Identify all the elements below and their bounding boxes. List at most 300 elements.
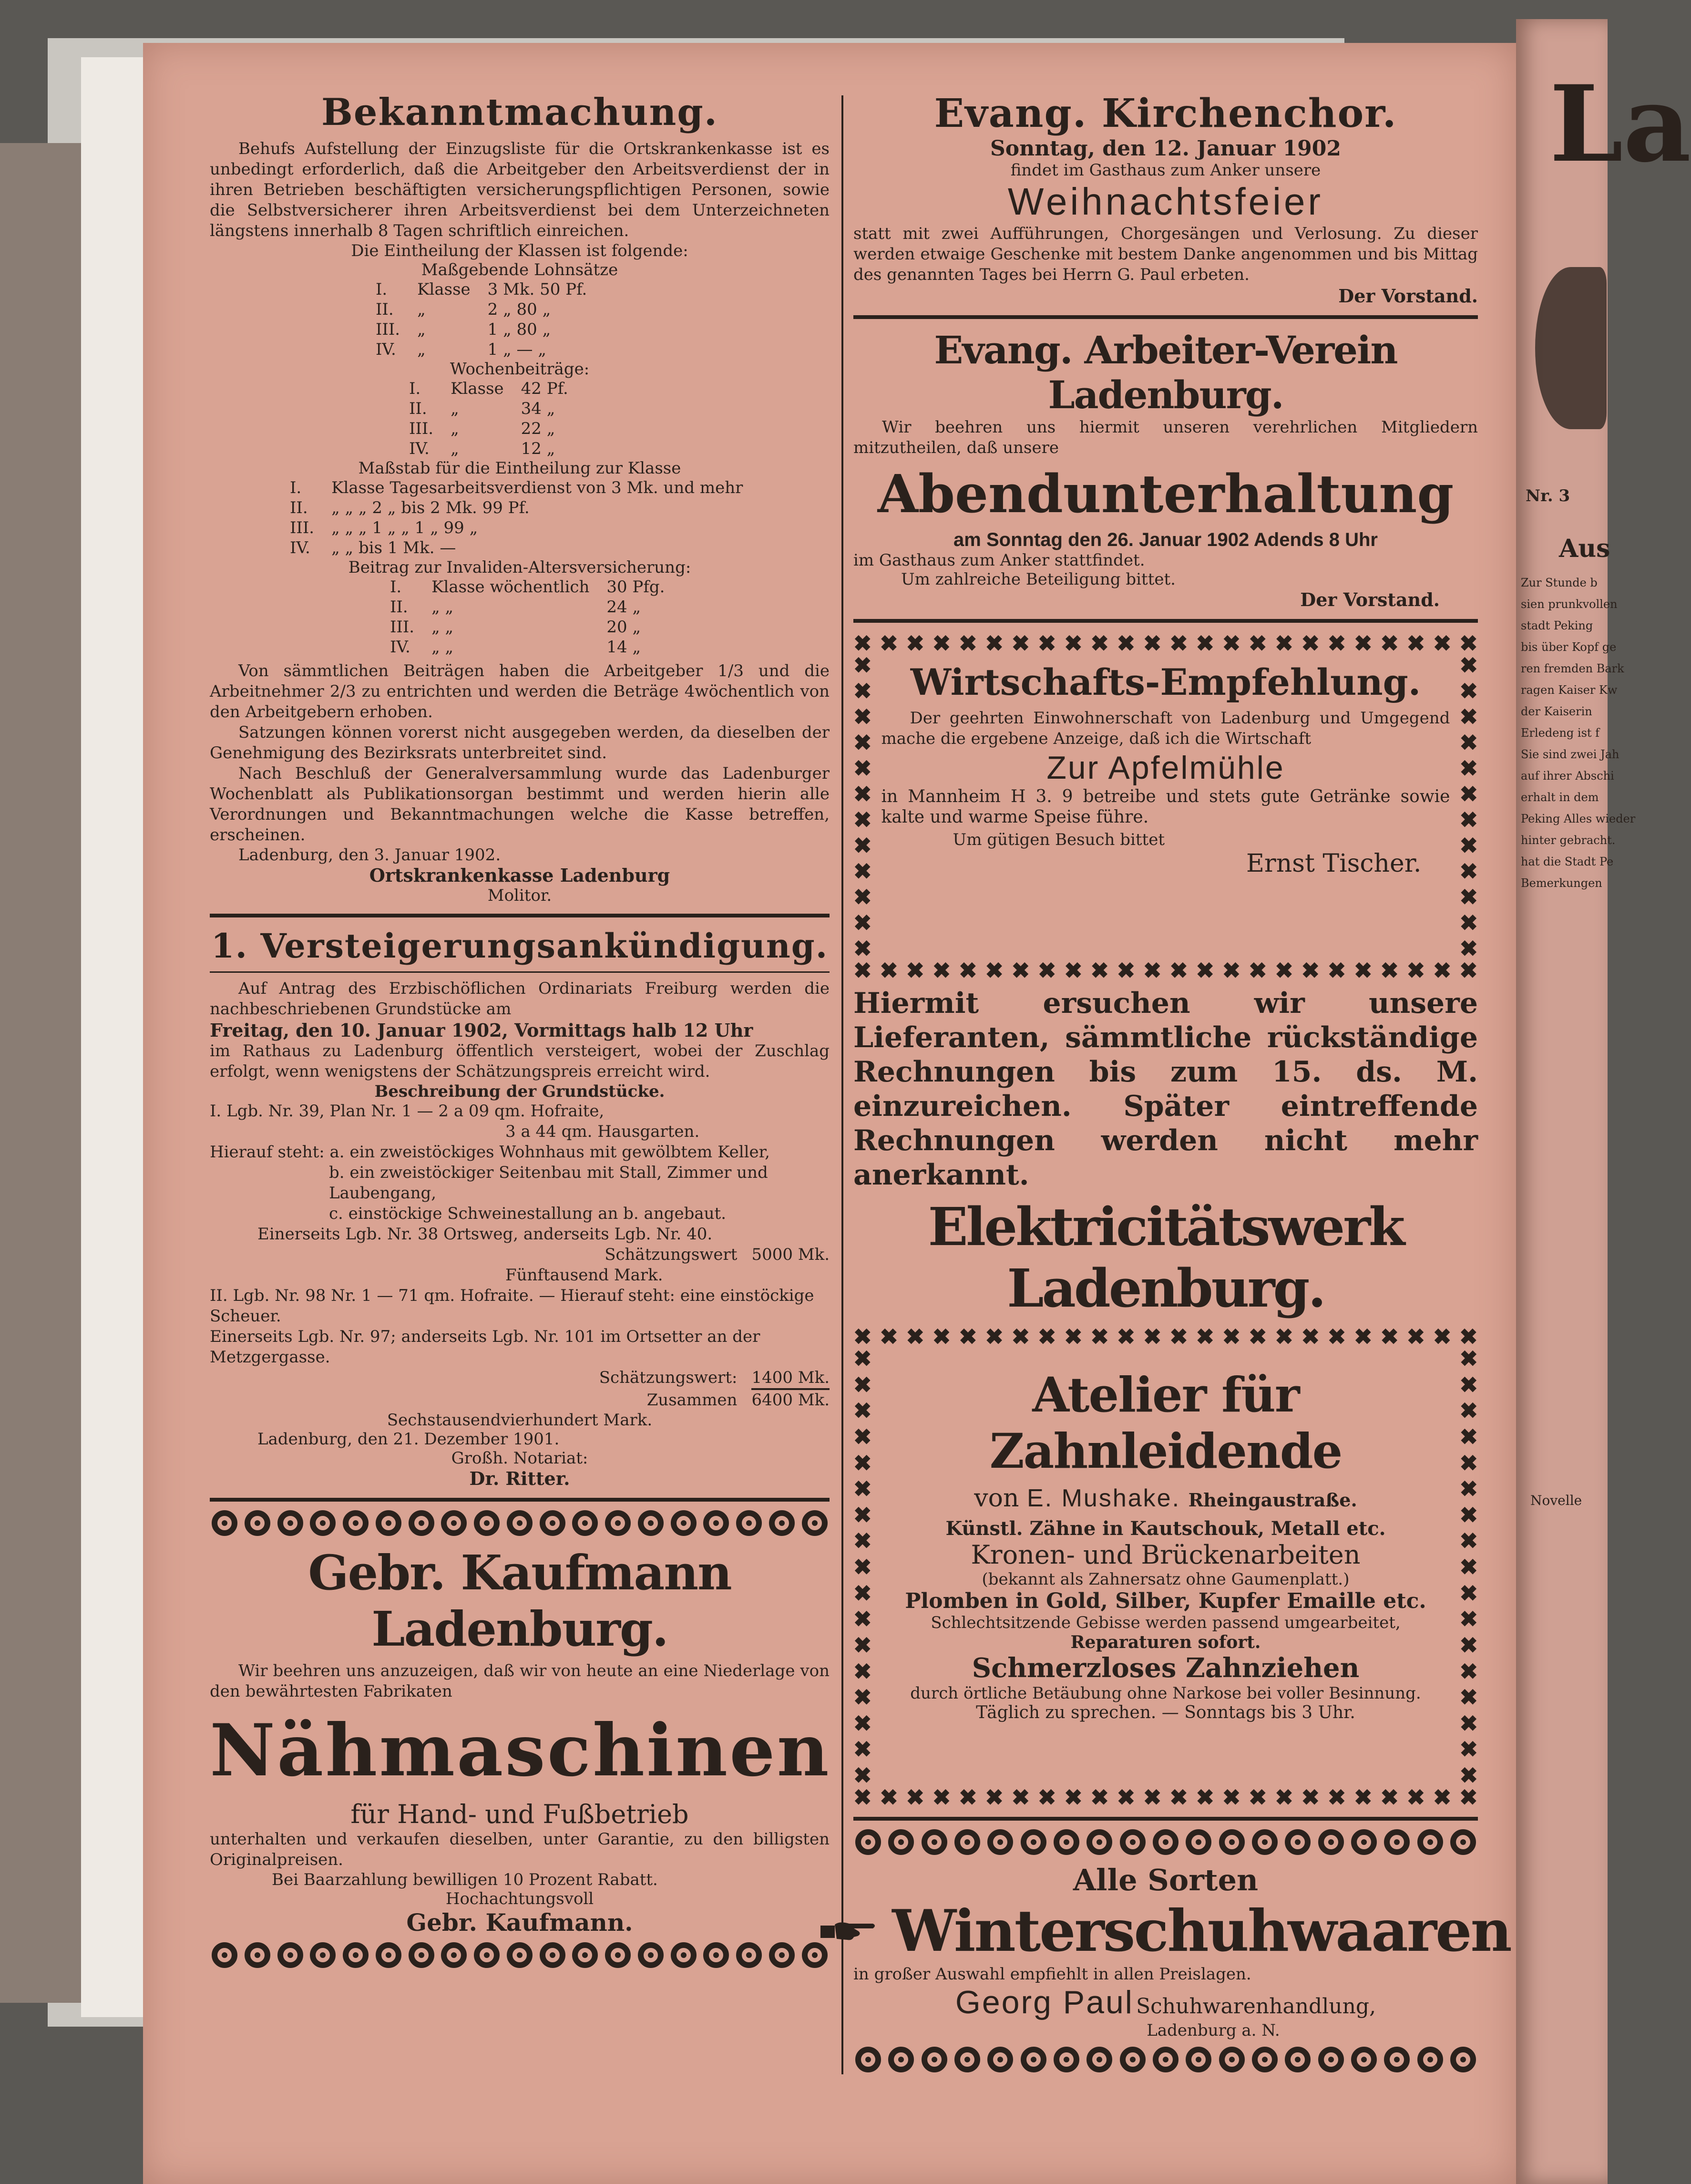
ring-ornament	[1120, 1829, 1146, 1855]
cross-ornament: ✖	[1117, 958, 1136, 983]
cross-ornament: ✖	[1011, 958, 1030, 983]
cross-ornament: ✖	[906, 958, 925, 983]
wochen-row	[400, 419, 577, 439]
zahn-line8: durch örtliche Betäubung ohne Narkose bei voller Besinnung.	[910, 1684, 1421, 1703]
cross-ornament: ✖	[1327, 1784, 1346, 1810]
kaufmann-signer: Gebr. Kaufmann.	[406, 1908, 633, 1937]
left-column	[210, 91, 830, 1968]
cross-ornament: ✖	[1090, 1784, 1109, 1810]
zusammen-words: Sechstausendvierhundert Mark.	[387, 1411, 653, 1430]
kaufmann-rabatt: Bei Baarzahlung bewilligen 10 Prozent Rabatt.	[272, 1870, 658, 1889]
zahn-line4: Plomben in Gold, Silber, Kupfer Emaille etc.	[905, 1589, 1426, 1613]
ring-ornament	[671, 1510, 697, 1536]
ring-ornament	[736, 1510, 762, 1536]
cross-ornament: ✖	[1406, 958, 1425, 983]
cross-ornament: ✖	[1327, 1324, 1346, 1350]
ring-ornament	[638, 1942, 664, 1968]
ring-ornament	[605, 1942, 631, 1968]
cross-ornament: ✖	[1064, 1324, 1083, 1350]
cross-ornament: ✖	[1459, 1398, 1478, 1424]
cross-ornament: ✖	[1459, 652, 1478, 678]
zahn-line7: Schmerzloses Zahnziehen	[972, 1652, 1360, 1684]
cross-ornament: ✖	[853, 652, 872, 678]
cross-ornament: ✖	[985, 1784, 1004, 1810]
ring-ornament	[1219, 1829, 1245, 1855]
cross-ornament: ✖	[1275, 958, 1293, 983]
cross-ornament: ✖	[932, 630, 951, 656]
cross-ornament: ✖	[1248, 958, 1267, 983]
cross-ornament: ✖	[880, 958, 898, 983]
zahn-line9: Täglich zu sprechen. — Sonntags bis 3 Uhr.	[976, 1703, 1355, 1722]
cross-ornament: ✖	[906, 1784, 925, 1810]
cross-ornament: ✖	[853, 1784, 872, 1810]
schuh-title-row	[853, 1897, 1511, 1965]
divider	[210, 1498, 830, 1502]
versteigerung-intro: Auf Antrag des Erzbischöflichen Ordinariats Freiburg werden die nachbeschriebenen Grundstücke am	[210, 979, 830, 1019]
cross-ornament: ✖	[1459, 807, 1478, 833]
ring-ornament	[1252, 1829, 1278, 1855]
cross-ornament: ✖	[1064, 630, 1083, 656]
item1: I. Lgb. Nr. 39, Plan Nr. 1 — 2 a 09 qm. Hofraite,	[210, 1102, 605, 1121]
massstab-row	[281, 538, 751, 558]
wochen-cell: 42 Pf.	[521, 379, 568, 398]
ring-ornament	[1252, 2047, 1278, 2072]
wochen-row	[400, 399, 577, 419]
item1b: 3 a 44 qm. Hausgarten.	[505, 1122, 700, 1141]
ring-ornament	[954, 2047, 980, 2072]
massstab-cell: Klasse Tagesarbeitsverdienst von 3 Mk. und mehr	[331, 478, 743, 497]
pointing-hand-icon	[820, 1917, 878, 1946]
arbeiterverein-event: Abendunterhaltung	[877, 463, 1454, 525]
arbeiterverein-title: Evang. Arbeiter-Verein Ladenburg.	[934, 328, 1397, 417]
wirtschaft-request: Um gütigen Besuch bittet	[953, 830, 1165, 849]
ring-ornament	[1153, 1829, 1179, 1855]
massstab-row	[281, 478, 751, 498]
invaliden-cell: „ „	[431, 638, 454, 657]
next-page-line: Bemerkungen	[1521, 876, 1602, 890]
ring-ornament	[769, 1510, 795, 1536]
ring-ornament	[1417, 2047, 1443, 2072]
invaliden-cell: „ „	[431, 618, 454, 637]
cross-ornament: ✖	[1406, 1324, 1425, 1350]
novelle-label: Novelle	[1530, 1493, 1582, 1508]
lohnsaetze-row	[367, 279, 595, 299]
ring-ornament	[1351, 1829, 1377, 1855]
bekanntmachung-para2: Satzungen können vorerst nicht ausgegeben werden, da dieselben der Genehmigung des Bezirksrats unterbreitet sind.	[210, 723, 830, 762]
ring-ornament	[277, 1942, 303, 1968]
beschreibung-header: Beschreibung der Grundstücke.	[374, 1082, 665, 1101]
cross-ornament: ✖	[1275, 630, 1293, 656]
next-page-line: ren fremden Bark	[1521, 662, 1624, 675]
ring-ornament	[888, 2047, 914, 2072]
massstab-row	[281, 498, 751, 518]
ring-ornament	[572, 1510, 598, 1536]
bekanntmachung-signer2: Molitor.	[487, 886, 552, 905]
invaliden-row	[381, 617, 673, 637]
cross-ornament: ✖	[1222, 1324, 1241, 1350]
ring-ornament	[1021, 2047, 1046, 2072]
zahn-line5: Schlechtsitzende Gebisse werden passend umgearbeitet,	[931, 1613, 1401, 1632]
cross-ornament: ✖	[1459, 730, 1478, 755]
wirtschaft-signer: Ernst Tischer.	[1246, 849, 1422, 878]
elektricitaet-notice: Hiermit ersuchen wir unsere Lieferanten, sämmtliche rückständige Rechnungen bis zum 15. ds. M. einzureichen. Später eintreffende Rechnungen werden nicht mehr anerkannt.	[853, 987, 1478, 1192]
cross-ornament: ✖	[1196, 1324, 1214, 1350]
cross-ornament: ✖	[1459, 1371, 1478, 1398]
zahn-by-street: Rheingaustraße.	[1188, 1489, 1357, 1511]
wochen-cell: III.	[409, 419, 434, 438]
ring-ornament	[1285, 2047, 1311, 2072]
ring-ornament	[954, 1829, 980, 1855]
ring-ornament	[409, 1942, 434, 1968]
ring-ornament	[1054, 2047, 1079, 2072]
arbeiterverein-place: im Gasthaus zum Anker stattfindet.	[853, 551, 1145, 570]
lohnsaetze-cell: II.	[376, 300, 394, 319]
ring-ornament	[802, 1942, 828, 1968]
ring-ornament	[310, 1942, 336, 1968]
lohnsaetze-row	[367, 319, 595, 340]
lohnsaetze-header: Maßgebende Lohnsätze	[421, 260, 618, 279]
wochen-cell: I.	[409, 379, 421, 398]
cross-ornament: ✖	[1169, 1324, 1188, 1350]
ring-ornament	[1153, 2047, 1179, 2072]
cross-ornament: ✖	[1011, 1784, 1030, 1810]
cross-ornament: ✖	[1459, 1580, 1478, 1606]
cross-ornament: ✖	[1301, 958, 1320, 983]
cross-ornament: ✖	[1037, 1324, 1056, 1350]
ring-ornament	[671, 1942, 697, 1968]
ring-ornament	[922, 1829, 947, 1855]
ring-ornament	[1120, 2047, 1146, 2072]
cross-ornament: ✖	[1459, 1658, 1478, 1684]
ring-border-top	[210, 1510, 830, 1536]
cross-ornament: ✖	[1222, 1784, 1241, 1810]
cross-ornament: ✖	[853, 1710, 872, 1736]
wirtschaft-intro: Der geehrten Einwohnerschaft von Ladenburg und Umgegend mache die ergebene Anzeige, daß ich die Wirtschaft	[881, 709, 1450, 748]
wochen-table	[400, 379, 577, 459]
massstab-cell: „ „ bis 1 Mk. —	[331, 538, 456, 557]
cross-ornament: ✖	[1301, 1784, 1320, 1810]
kirchenchor-line1: findet im Gasthaus zum Anker unsere	[1010, 161, 1321, 180]
invaliden-cell: III.	[390, 618, 415, 637]
cross-ornament: ✖	[1275, 1784, 1293, 1810]
cross-ornament: ✖	[1327, 958, 1346, 983]
massstab-cell: I.	[290, 478, 302, 497]
cross-ornament: ✖	[1090, 1324, 1109, 1350]
wochen-cell: II.	[409, 399, 427, 418]
cross-ornament: ✖	[1169, 630, 1188, 656]
cross-ornament: ✖	[853, 884, 872, 910]
cross-ornament: ✖	[853, 678, 872, 704]
divider	[853, 1817, 1478, 1821]
next-page-line: Peking Alles wieder	[1521, 812, 1636, 825]
wochen-cell: Klasse	[451, 379, 504, 398]
cross-ornament: ✖	[1301, 1324, 1320, 1350]
massstab-row	[281, 518, 751, 538]
next-page-line: stadt Peking	[1521, 619, 1593, 632]
hierauf-a: Hierauf steht: a. ein zweistöckiges Wohnhaus mit gewölbtem Keller,	[210, 1143, 770, 1162]
cross-ornament: ✖	[1037, 1784, 1056, 1810]
cross-ornament: ✖	[853, 1346, 872, 1371]
ring-ornament	[1384, 1829, 1410, 1855]
cross-ornament: ✖	[1459, 1502, 1478, 1528]
divider	[853, 619, 1478, 623]
versteigerung-date: Freitag, den 10. Januar 1902, Vormittags halb 12 Uhr	[210, 1020, 753, 1041]
next-page-line: auf ihrer Abschi	[1521, 769, 1614, 783]
cross-ornament: ✖	[853, 755, 872, 781]
ring-ornament	[376, 1510, 401, 1536]
cross-border-left	[853, 1348, 872, 1786]
cross-ornament: ✖	[1459, 833, 1478, 858]
cross-ornament: ✖	[1275, 1324, 1293, 1350]
ring-ornament	[343, 1510, 369, 1536]
cross-ornament: ✖	[1459, 755, 1478, 781]
issue-number: Nr. 3	[1526, 486, 1570, 505]
einerseits2: Einerseits Lgb. Nr. 97; anderseits Lgb. Nr. 101 im Ortsetter an der Metzgergasse.	[210, 1327, 760, 1367]
cross-ornament: ✖	[1433, 630, 1452, 656]
schaetz1-value: 5000 Mk.	[751, 1245, 830, 1264]
cross-ornament: ✖	[1143, 1324, 1162, 1350]
cross-ornament: ✖	[1037, 630, 1056, 656]
lohnsaetze-row	[367, 299, 595, 319]
ring-ornament	[888, 1829, 914, 1855]
zahn-by	[881, 1484, 1450, 1513]
bekanntmachung-para3: Nach Beschluß der Generalversammlung wurde das Ladenburger Wochenblatt als Publikationsorgan bestimmt und werden hierin alle Verordnungen und Bekanntmachungen welche die Kasse betreffen, erscheinen.	[210, 764, 830, 845]
schuh-name-row	[853, 1984, 1478, 2021]
invaliden-cell: Klasse wöchentlich	[431, 577, 590, 597]
ring-ornament	[703, 1510, 729, 1536]
item2: II. Lgb. Nr. 98 Nr. 1 — 71 qm. Hofraite. — Hierauf steht: eine einstöckige Scheuer.	[210, 1286, 814, 1326]
cross-ornament: ✖	[1459, 936, 1478, 961]
cross-ornament: ✖	[1117, 630, 1136, 656]
invaliden-table	[381, 577, 673, 657]
cross-ornament: ✖	[853, 1606, 872, 1632]
cross-ornament: ✖	[1433, 958, 1452, 983]
cross-ornament: ✖	[1143, 958, 1162, 983]
kirchenchor-signer: Der Vorstand.	[1338, 285, 1478, 307]
cross-ornament: ✖	[985, 630, 1004, 656]
lohnsaetze-cell: IV.	[376, 340, 396, 359]
zahn-line6: Reparaturen sofort.	[1070, 1632, 1261, 1652]
cross-ornament: ✖	[1459, 1606, 1478, 1632]
cross-ornament: ✖	[853, 781, 872, 807]
cross-ornament: ✖	[880, 1784, 898, 1810]
cross-ornament: ✖	[880, 1324, 898, 1350]
cross-ornament: ✖	[1459, 1450, 1478, 1476]
wirtschaft-ad	[853, 632, 1478, 981]
wochen-row	[400, 439, 577, 459]
ring-ornament	[802, 1510, 828, 1536]
ring-ornament	[507, 1510, 533, 1536]
cross-ornament: ✖	[1037, 958, 1056, 983]
wochen-cell: 34 „	[521, 399, 555, 418]
wirtschaft-name: Zur Apfelmühle	[1046, 750, 1285, 786]
cross-ornament: ✖	[1117, 1784, 1136, 1810]
lohnsaetze-cell: 1 „ — „	[487, 340, 546, 359]
cross-ornament: ✖	[1380, 630, 1399, 656]
cross-ornament: ✖	[880, 630, 898, 656]
invaliden-cell: 24 „	[606, 598, 641, 617]
ring-ornament	[922, 2047, 947, 2072]
cross-ornament: ✖	[853, 1324, 872, 1350]
cross-ornament: ✖	[906, 630, 925, 656]
ring-ornament	[1021, 1829, 1046, 1855]
bekanntmachung-signer: Ortskrankenkasse Ladenburg	[369, 865, 670, 886]
ring-ornament	[245, 1510, 270, 1536]
lohnsaetze-cell: III.	[376, 320, 400, 339]
next-page-edge	[1516, 19, 1691, 2184]
kirchenchor-date: Sonntag, den 12. Januar 1902	[990, 136, 1342, 161]
ring-ornament	[441, 1942, 467, 1968]
invaliden-row	[381, 597, 673, 617]
cross-ornament: ✖	[1248, 630, 1267, 656]
cross-ornament: ✖	[1248, 1324, 1267, 1350]
schuh-title1: Alle Sorten	[1073, 1863, 1259, 1897]
bekanntmachung-para1: Von sämmtlichen Beiträgen haben die Arbeitgeber 1/3 und die Arbeitnehmer 2/3 zu entrichten und werden die Beträge 4wöchentlich von den Arbeitgebern erhoben.	[210, 661, 830, 721]
ring-ornament	[1186, 1829, 1211, 1855]
invaliden-cell: 20 „	[606, 618, 641, 637]
ring-ornament	[1186, 2047, 1211, 2072]
cross-ornament: ✖	[1459, 1632, 1478, 1658]
versteigerung-date-place: Ladenburg, den 21. Dezember 1901.	[257, 1430, 560, 1449]
massstab-cell: III.	[290, 518, 315, 537]
cross-ornament: ✖	[853, 1423, 872, 1450]
ring-border-bottom	[853, 2047, 1478, 2072]
lohnsaetze-cell: „	[417, 320, 426, 339]
next-page-line: bis über Kopf ge	[1521, 640, 1617, 654]
cross-ornament: ✖	[959, 630, 977, 656]
ring-ornament	[736, 1942, 762, 1968]
cross-ornament: ✖	[1354, 630, 1373, 656]
ring-ornament	[1318, 1829, 1344, 1855]
section-header-fragment: Aus	[1559, 534, 1610, 563]
wirtschaft-title: Wirtschafts-Empfehlung.	[910, 661, 1421, 703]
kirchenchor-title: Evang. Kirchenchor.	[934, 91, 1397, 136]
cross-ornament: ✖	[932, 1784, 951, 1810]
cross-ornament: ✖	[853, 1502, 872, 1528]
cross-ornament: ✖	[1011, 1324, 1030, 1350]
ring-ornament	[376, 1942, 401, 1968]
cross-ornament: ✖	[1090, 630, 1109, 656]
cross-ornament: ✖	[853, 1762, 872, 1788]
invaliden-header: Beitrag zur Invaliden-Altersversicherung:	[348, 558, 691, 577]
cross-ornament: ✖	[1459, 1324, 1478, 1350]
zahn-title: Atelier für Zahnleidende	[989, 1367, 1342, 1479]
cross-ornament: ✖	[1380, 1784, 1399, 1810]
cross-ornament: ✖	[1117, 1324, 1136, 1350]
cross-border-bottom	[853, 959, 1478, 981]
ring-ornament	[277, 1510, 303, 1536]
cross-ornament: ✖	[1169, 1784, 1188, 1810]
cross-border-right	[1459, 654, 1478, 959]
hierauf-c: c. einstöckige Schweinestallung an b. angebaut.	[329, 1204, 726, 1223]
schuh-place: Ladenburg a. N.	[1147, 2021, 1280, 2040]
cross-ornament: ✖	[1169, 958, 1188, 983]
cross-ornament: ✖	[932, 1324, 951, 1350]
cross-ornament: ✖	[853, 1371, 872, 1398]
ring-ornament	[1054, 1829, 1079, 1855]
next-page-line: sien prunkvollen	[1521, 598, 1618, 611]
ring-ornament	[1384, 2047, 1410, 2072]
hierauf-b: b. ein zweistöckiger Seitenbau mit Stall, Zimmer und Laubengang,	[329, 1163, 768, 1203]
ring-ornament	[1450, 2047, 1476, 2072]
zahn-ad	[853, 1326, 1478, 1808]
invaliden-cell: I.	[390, 577, 402, 597]
cross-ornament: ✖	[853, 1658, 872, 1684]
bekanntmachung-title: Bekanntmachung.	[321, 91, 718, 134]
next-page-text	[1521, 572, 1636, 894]
versteigerung-intro2: im Rathaus zu Ladenburg öffentlich versteigert, wobei der Zuschlag erfolgt, wenn wenigstens der Schätzungspreis erreicht wird.	[210, 1041, 830, 1081]
kaufmann-intro: Wir beehren uns anzuzeigen, daß wir von heute an eine Niederlage von den bewährtesten Fabrikaten	[210, 1661, 830, 1701]
cross-ornament: ✖	[1301, 630, 1320, 656]
cross-ornament: ✖	[1459, 1528, 1478, 1554]
massstab-cell: II.	[290, 498, 308, 517]
cross-ornament: ✖	[853, 1736, 872, 1762]
eagle-emblem-icon	[1535, 267, 1607, 429]
ring-border-bottom	[210, 1942, 830, 1968]
cross-ornament: ✖	[853, 1398, 872, 1424]
ring-ornament	[540, 1510, 565, 1536]
cross-ornament: ✖	[853, 1450, 872, 1476]
ring-ornament	[474, 1942, 500, 1968]
ring-ornament	[572, 1942, 598, 1968]
ring-ornament	[769, 1942, 795, 1968]
cross-ornament: ✖	[853, 730, 872, 755]
ring-ornament	[1285, 1829, 1311, 1855]
cross-ornament: ✖	[1459, 704, 1478, 730]
schuh-text: in großer Auswahl empfiehlt in allen Preislagen.	[853, 1965, 1251, 1984]
cross-ornament: ✖	[1433, 1324, 1452, 1350]
cross-border-top	[853, 1326, 1478, 1348]
cross-ornament: ✖	[1248, 1784, 1267, 1810]
invaliden-cell: IV.	[390, 638, 410, 657]
cross-ornament: ✖	[853, 1684, 872, 1710]
ring-ornament	[310, 1510, 336, 1536]
cross-ornament: ✖	[853, 833, 872, 858]
cross-ornament: ✖	[1459, 1346, 1478, 1371]
wochen-cell: „	[451, 439, 459, 458]
schaetzung2	[210, 1368, 830, 1390]
wochen-header: Wochenbeiträge:	[450, 360, 590, 379]
cross-ornament: ✖	[1380, 958, 1399, 983]
ring-ornament	[343, 1942, 369, 1968]
cross-ornament: ✖	[1459, 1710, 1478, 1736]
massstab-cell: „ „ „ 2 „ bis 2 Mk. 99 Pf.	[331, 498, 530, 517]
ring-ornament	[1219, 2047, 1245, 2072]
ring-ornament	[703, 1942, 729, 1968]
ring-ornament	[1417, 1829, 1443, 1855]
schuh-name: Georg Paul	[955, 1984, 1134, 2020]
zahn-line3: (bekannt als Zahnersatz ohne Gaumenplatt.)	[982, 1570, 1350, 1589]
lohnsaetze-cell: Klasse	[417, 280, 471, 299]
zahn-by-prefix: von	[974, 1484, 1019, 1513]
invaliden-cell: II.	[390, 598, 408, 617]
cross-ornament: ✖	[1222, 630, 1241, 656]
cross-ornament: ✖	[1459, 678, 1478, 704]
versteigerung-title: 1. Versteigerungsankündigung.	[211, 926, 829, 966]
cross-ornament: ✖	[959, 1324, 977, 1350]
kirchenchor-text: statt mit zwei Aufführungen, Chorgesängen und Verlosung. Zu dieser werden etwaige Geschenke mit bestem Danke angenommen und bis Mittag des genannten Tages bei Herrn G. Paul erbeten.	[853, 224, 1478, 284]
cross-ornament: ✖	[853, 958, 872, 983]
invaliden-row	[381, 637, 673, 657]
cross-border-right	[1459, 1348, 1478, 1786]
cross-ornament: ✖	[1459, 1554, 1478, 1580]
massstab-cell: „ „ „ 1 „ „ 1 „ 99 „	[331, 518, 478, 537]
cross-ornament: ✖	[853, 910, 872, 936]
cross-ornament: ✖	[1196, 1784, 1214, 1810]
wochen-cell: 22 „	[521, 419, 555, 438]
wochen-cell: „	[451, 399, 459, 418]
schuh-title2: Winterschuhwaaren	[892, 1897, 1511, 1965]
